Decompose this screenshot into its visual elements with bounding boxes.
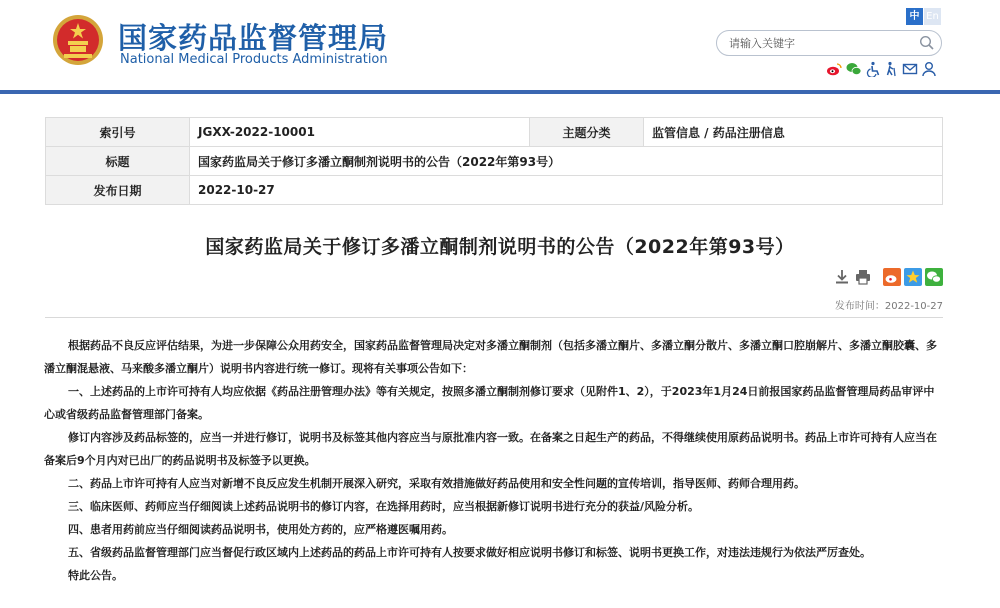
paragraph: 一、上述药品的上市许可持有人均应依据《药品注册管理办法》等有关规定，按照多潘立酮制剂修订要求（见附件1、2），于2023年1月24日前报国家药品监督管理局药品审评中心或省级药品监督管理部门备案。 bbox=[44, 385, 935, 421]
article-title: 国家药监局关于修订多潘立酮制剂说明书的公告（2022年第93号） bbox=[205, 236, 795, 258]
mail-icon[interactable] bbox=[902, 61, 918, 77]
share-wechat-icon[interactable] bbox=[925, 268, 943, 286]
weibo-icon[interactable] bbox=[826, 61, 842, 77]
paragraph: 修订内容涉及药品标签的，应当一并进行修订，说明书及标签其他内容应当与原批准内容一致。在备案之日起生产的药品，不得继续使用原药品说明书。药品上市许可持有人应当在备案后9个月内对已出厂的药品说明书及标签予以更换。 bbox=[44, 431, 937, 467]
paragraph: 二、药品上市许可持有人应当对新增不良反应发生机制开展深入研究，采取有效措施做好药品使用和安全性问题的宣传培训，指导医师、药师合理用药。 bbox=[68, 477, 805, 490]
index-value: JGXX-2022-10001 bbox=[190, 118, 530, 147]
national-emblem-icon[interactable] bbox=[52, 13, 104, 67]
table-row bbox=[46, 147, 943, 176]
search-icon[interactable] bbox=[919, 35, 935, 51]
site-name-cn[interactable]: 国家药品监督管理局 bbox=[118, 21, 389, 55]
print-icon[interactable] bbox=[854, 268, 872, 286]
accessibility-icon[interactable] bbox=[866, 61, 882, 77]
publish-date-value: 2022-10-27 bbox=[884, 301, 943, 312]
title-divider bbox=[45, 317, 943, 318]
elder-mode-icon[interactable] bbox=[884, 61, 900, 77]
lang-zh-button[interactable]: 中 bbox=[906, 8, 923, 25]
article-body bbox=[44, 334, 944, 587]
search-input[interactable] bbox=[729, 35, 909, 51]
publish-label: 发布时间： bbox=[834, 301, 885, 312]
info-table bbox=[45, 117, 943, 205]
share-qzone-icon[interactable] bbox=[904, 268, 922, 286]
paragraph: 三、临床医师、药师应当仔细阅读上述药品说明书的修订内容，在选择用药时，应当根据新修订说明书进行充分的获益/风险分析。 bbox=[68, 500, 700, 513]
date-value: 2022-10-27 bbox=[190, 176, 943, 205]
site-name-en[interactable]: National Medical Products Administration bbox=[120, 52, 388, 67]
paragraph: 四、患者用药前应当仔细阅读药品说明书，使用处方药的，应严格遵医嘱用药。 bbox=[68, 523, 453, 536]
lang-en-button[interactable]: En bbox=[924, 8, 941, 25]
paragraph: 特此公告。 bbox=[68, 569, 123, 582]
publish-date bbox=[835, 297, 943, 312]
header-divider bbox=[0, 90, 1000, 94]
category-value: 监管信息 / 药品注册信息 bbox=[644, 118, 943, 147]
table-row bbox=[46, 118, 943, 147]
index-label: 索引号 bbox=[46, 118, 190, 147]
date-label: 发布日期 bbox=[46, 176, 190, 205]
paragraph: 根据药品不良反应评估结果，为进一步保障公众用药安全，国家药品监督管理局决定对多潘立酮制剂（包括多潘立酮片、多潘立酮分散片、多潘立酮口腔崩解片、多潘立酮胶囊、多潘立酮混悬液、马来酸多潘立酮片）说明书内容进行统一修订。现将有关事项公告如下： bbox=[44, 339, 937, 375]
paragraph: 五、省级药品监督管理部门应当督促行政区域内上述药品的药品上市许可持有人按要求做好相应说明书修订和标签、说明书更换工作，对违法违规行为依法严厉查处。 bbox=[68, 546, 871, 559]
table-row bbox=[46, 176, 943, 205]
title-value: 国家药监局关于修订多潘立酮制剂说明书的公告（2022年第93号） bbox=[190, 147, 943, 176]
search-box bbox=[716, 30, 942, 56]
site-header bbox=[0, 0, 1000, 94]
category-label: 主题分类 bbox=[530, 118, 644, 147]
wechat-icon[interactable] bbox=[846, 61, 862, 77]
download-icon[interactable] bbox=[833, 268, 851, 286]
title-label: 标题 bbox=[46, 147, 190, 176]
user-icon[interactable] bbox=[921, 61, 937, 77]
share-weibo-icon[interactable] bbox=[883, 268, 901, 286]
